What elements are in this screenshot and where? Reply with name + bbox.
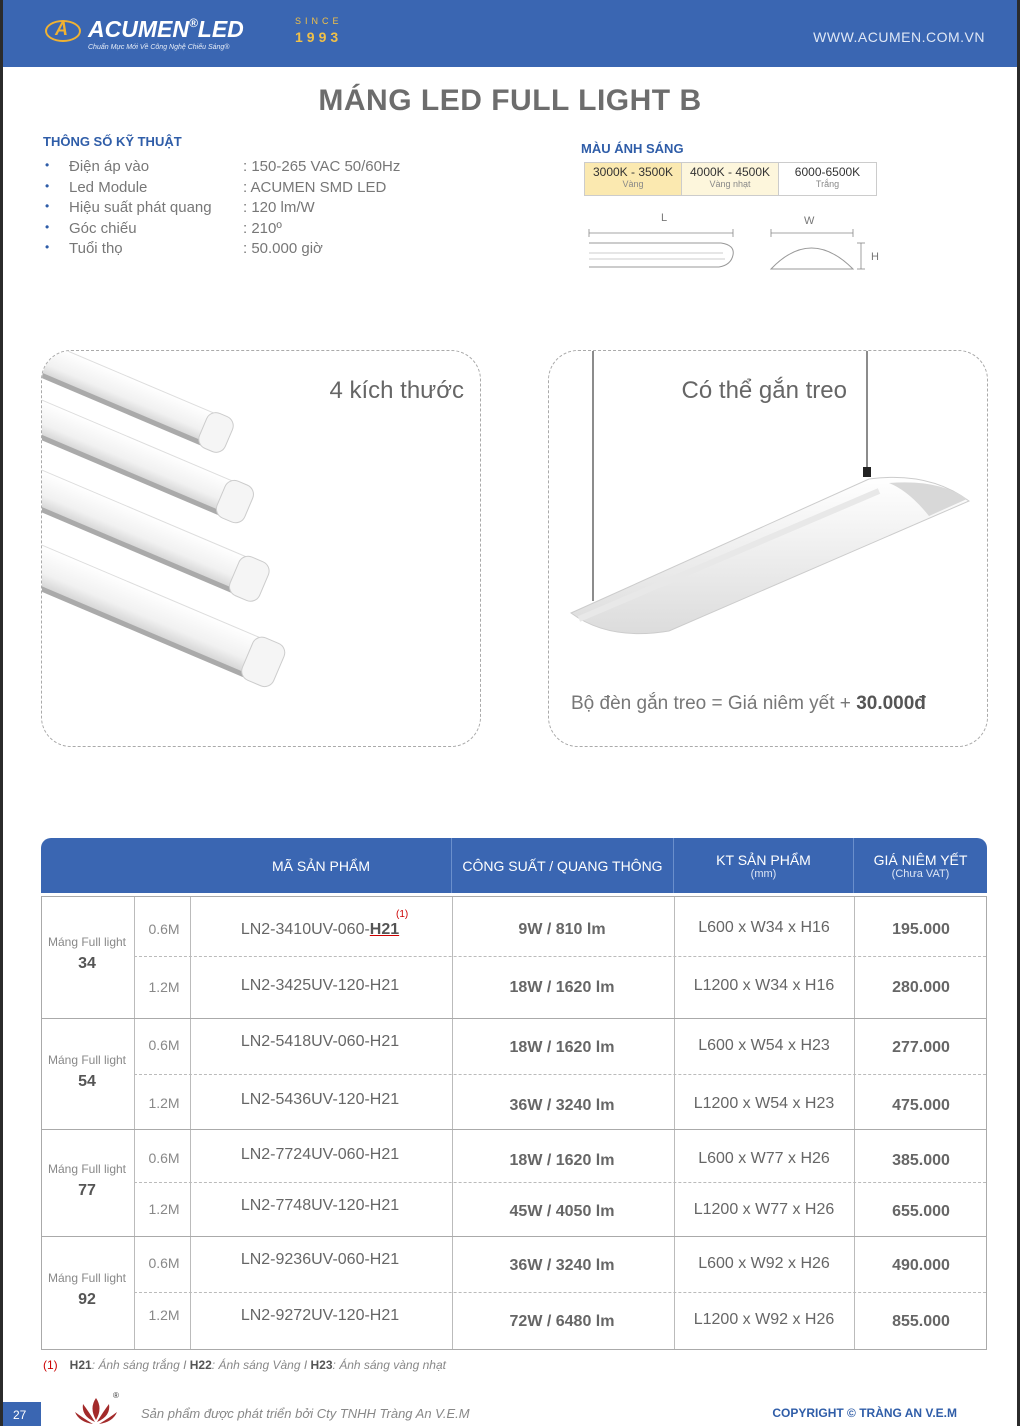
lotus-logo-icon <box>71 1390 121 1426</box>
brand-logo: ACUMEN®LED <box>88 16 244 42</box>
table-row: 0.6M LN2-9236UV-060-H21 36W / 3240 lm L600 x W92 x H26 490.000 <box>134 1237 986 1293</box>
specs-heading: THÔNG SỐ KỸ THUẬT <box>43 134 182 149</box>
table-row: 0.6M LN2-3410UV-060-H21 (1) 9W / 810 lm L600 x W34 x H16 195.000 <box>134 897 986 957</box>
sizes-image-box <box>41 350 481 747</box>
page-number: 27 <box>3 1402 41 1426</box>
catalog-page: A ACUMEN®LED Chuẩn Mực Mới Về Công Nghệ Chiếu Sáng® SINCE 1993 WWW.ACUMEN.COM.VN MÁNG LED FULL LIGHT B THÔNG SỐ KỸ THUẬT • Điện áp vào : 150-265 VAC 50/60Hz • Led Module : ACUMEN SMD LED • Hiệu suất phát quang : 120 lm/W • Góc chiếu : 210º • Tuổi thọ : 50.000 giờ MÀU ÁNH SÁNG 3000K - 3500K Vàng 4000K - 4500K Vàng nhạt 6000-6500K Trắng L W H 4 kích thước Có thể gắn treo Bộ đèn gắn treo = Giá niêm yết + 30.000đ MÃ SẢN PHẨM CÔNG SUẤT / QUANG THÔNG KT SẢN PHẨM (mm) GIÁ NIÊM YẾT (Chưa VAT) Máng Full light 34 0.6M LN2-3410UV-060-H21 (1) 9W / 810 lm L600 x W34 x H16 195.000 1.2M LN2-3425UV-120-H21 18W / 1620 lm L1200 x W34 x H16 280.000 Máng Full light 54 0.6M LN2-5418UV-060-H21 18W / 1620 lm L600 x W54 x H23 277.000 1.2M LN2-5436UV-120-H21 36W / 3240 lm L1200 x W54 x H23 475.000 Máng Full light 77 0.6M LN2-7724UV-060-H21 18W / 1620 lm L600 x W77 x H26 385.000 1.2M LN2-7748UV-120-H21 45W / 4050 lm L1200 x W77 x H26 655.000 Máng Full light 92 0.6M LN2-9236UV-060-H21 36W / 3240 lm L600 x W92 x H26 490.000 1.2M LN2-9272UV-120-H21 72W / 6480 lm L1200 x W92 x H26 855.000 (1) H21: Ánh sáng trắng I H22: Ánh sáng Vàng I H23: Ánh sáng vàng nhạt 27 ® Sản phẩm được phát triển bởi Cty TNHH Tràng An V.E.M COPYRIGHT © TRÀNG AN V.E.M <box>3 0 1017 1426</box>
product-group-77: Máng Full light 77 0.6M LN2-7724UV-060-H21 18W / 1620 lm L600 x W77 x H26 385.000 1.2M LN2-7748UV-120-H21 45W / 4050 lm L1200 x W77 x H26 655.000 <box>42 1130 986 1237</box>
dimension-diagram <box>581 205 901 280</box>
hanging-lamp-illustration <box>549 351 988 747</box>
product-group-34: Máng Full light 34 0.6M LN2-3410UV-060-H21 (1) 9W / 810 lm L600 x W34 x H16 195.000 1.2M LN2-3425UV-120-H21 18W / 1620 lm L1200 x W34 x H16 280.000 <box>42 897 986 1019</box>
light-color-swatches <box>584 162 877 196</box>
table-header <box>41 838 987 893</box>
table-row: 0.6M LN2-7724UV-060-H21 18W / 1620 lm L600 x W77 x H26 385.000 <box>134 1130 986 1183</box>
header-bar <box>3 0 1017 67</box>
table-row: 1.2M LN2-9272UV-120-H21 72W / 6480 lm L1200 x W92 x H26 855.000 <box>148 1307 950 1330</box>
footnote-mark: (1) <box>396 909 409 920</box>
sizes-caption: 4 kích thước <box>329 377 464 404</box>
table-row: 1.2M LN2-5436UV-120-H21 36W / 3240 lm L1200 x W54 x H23 475.000 <box>148 1091 950 1114</box>
table-row: 1.2M LN2-3425UV-120-H21 18W / 1620 lm L1200 x W34 x H16 280.000 <box>148 977 950 996</box>
hanging-caption: Có thể gắn treo <box>681 377 847 404</box>
bullet-icon: • <box>45 240 50 254</box>
table-body <box>41 896 987 1350</box>
website-link[interactable]: WWW.ACUMEN.COM.VN <box>813 29 985 45</box>
swatch-cool: 6000-6500K Trắng <box>779 163 876 195</box>
svg-text:®: ® <box>113 1391 119 1400</box>
product-group-54: Máng Full light 54 0.6M LN2-5418UV-060-H21 18W / 1620 lm L600 x W54 x H23 277.000 1.2M LN2-5436UV-120-H21 36W / 3240 lm L1200 x W54 x H23 475.000 <box>42 1019 986 1130</box>
copyright: COPYRIGHT © TRÀNG AN V.E.M <box>772 1406 957 1420</box>
length-label: L <box>661 212 668 224</box>
header-code: MÃ SẢN PHẨM <box>271 857 370 874</box>
hanging-image-box <box>548 350 988 747</box>
page-title: MÁNG LED FULL LIGHT B <box>318 84 702 117</box>
acumen-logo-icon: A <box>45 20 81 42</box>
light-code-footnote: (1) H21: Ánh sáng trắng I H22: Ánh sáng Vàng I H23: Ánh sáng vàng nhạt <box>43 1358 446 1372</box>
brand-tagline: Chuẩn Mực Mới Về Công Nghệ Chiếu Sáng® <box>88 44 230 51</box>
since-label: SINCE <box>295 16 343 26</box>
height-label: H <box>871 251 879 263</box>
bullet-icon: • <box>45 199 50 213</box>
table-row: 1.2M LN2-7748UV-120-H21 45W / 4050 lm L1200 x W77 x H26 655.000 <box>148 1197 950 1220</box>
bullet-icon: • <box>45 219 50 234</box>
header-price: GIÁ NIÊM YẾT (Chưa VAT) <box>853 838 987 893</box>
table-row: 0.6M LN2-5418UV-060-H21 18W / 1620 lm L600 x W54 x H23 277.000 <box>134 1019 986 1075</box>
header-size: KT SẢN PHẨM (mm) <box>673 838 853 893</box>
led-tubes-illustration <box>42 351 481 747</box>
width-label: W <box>804 215 815 227</box>
light-color-heading: MÀU ÁNH SÁNG <box>581 141 684 156</box>
swatch-warm: 3000K - 3500K Vàng <box>585 163 682 195</box>
since-year: 1993 <box>295 29 343 45</box>
swatch-neutral: 4000K - 4500K Vàng nhạt <box>682 163 779 195</box>
bullet-icon: • <box>45 158 50 172</box>
price-table <box>41 838 987 1350</box>
hanging-price-note: Bộ đèn gắn treo = Giá niêm yết + 30.000đ <box>571 693 926 714</box>
product-group-92: Máng Full light 92 0.6M LN2-9236UV-060-H21 36W / 3240 lm L600 x W92 x H26 490.000 1.2M LN2-9272UV-120-H21 72W / 6480 lm L1200 x W92 x H26 855.000 <box>42 1237 986 1349</box>
bullet-icon: • <box>45 178 50 193</box>
header-power: CÔNG SUẤT / QUANG THÔNG <box>451 838 673 893</box>
produced-by: Sản phẩm được phát triển bởi Cty TNHH Tràng An V.E.M <box>141 1406 470 1421</box>
